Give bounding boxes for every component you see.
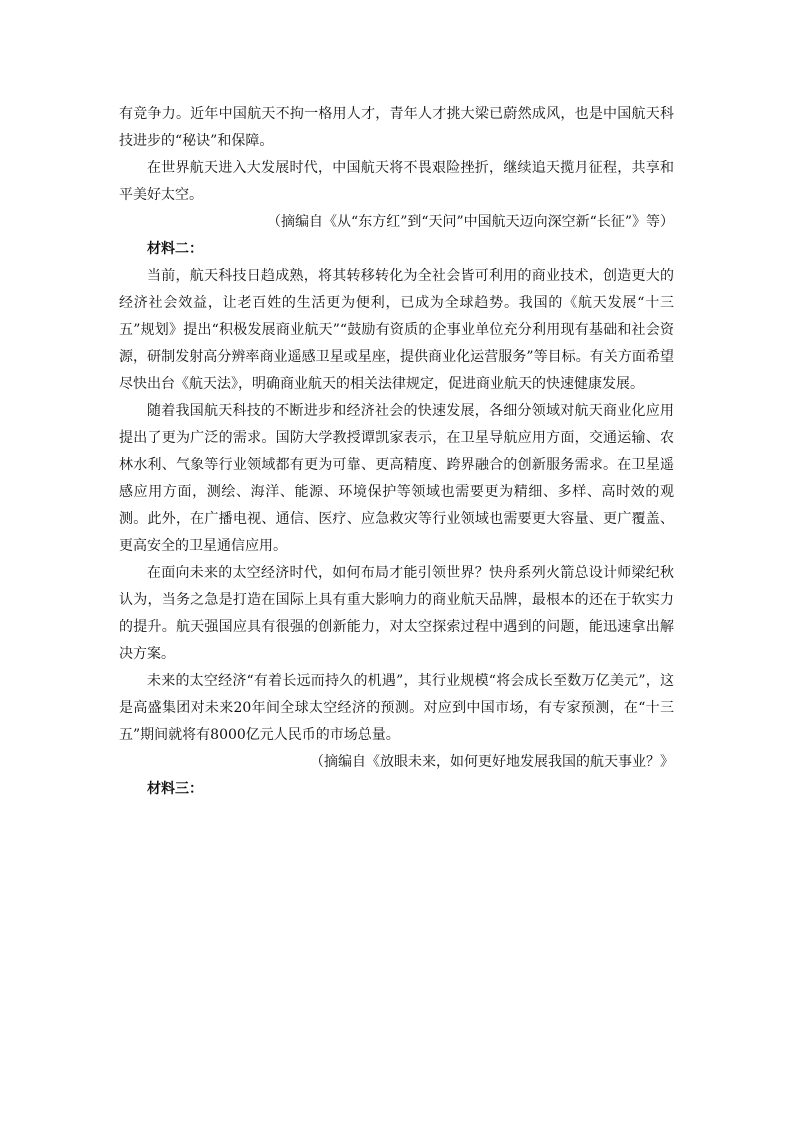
- paragraph: 随着我国航天科技的不断进步和经济社会的快速发展，各细分领域对航天商业化应用提出了更为广泛的需求。国防大学教授谭凯家表示，在卫星导航应用方面，交通运输、农林水利、气象等行业领域都有更为可靠、更高精度、跨界融合的创新服务需求。在卫星遥感应用方面，测绘、海洋、能源、环境保护等领域也需要更为精细、多样、高时效的观测。此外，在广播电视、通信、医疗、应急救灾等行业领域也需要更大容量、更广覆盖、更高安全的卫星通信应用。: [119, 403, 674, 554]
- document-body: [119, 101, 674, 803]
- section-heading: 材料二：: [147, 241, 203, 257]
- paragraph: 在世界航天进入大发展时代，中国航天将不畏艰险挫折，继续追天揽月征程，共享和平美好太空。: [119, 160, 674, 203]
- paragraph: 当前，航天科技日趋成熟，将其转移转化为全社会皆可利用的商业技术，创造更大的经济社会效益，让老百姓的生活更为便利，已成为全球趋势。我国的《航天发展“十三五”规划》提出“积极发展商业航天”“鼓励有资质的企事业单位充分利用现有基础和社会资源，研制发射高分辨率商业遥感卫星或星座，提供商业化运营服务”等目标。有关方面希望尽快出台《航天法》，明确商业航天的相关法律规定，促进商业航天的快速健康发展。: [119, 268, 674, 392]
- source-citation: （摘编自《从“东方红”到“天问”中国航天迈向深空新“长征”》等）: [267, 214, 674, 230]
- paragraph: 在面向未来的太空经济时代，如何布局才能引领世界？快舟系列火箭总设计师梁纪秋认为，当务之急是打造在国际上具有重大影响力的商业航天品牌，最根本的还在于软实力的提升。航天强国应具有很强的创新能力，对太空探索过程中遇到的问题，能迅速拿出解决方案。: [119, 565, 674, 662]
- source-citation: （摘编自《放眼未来，如何更好地发展我国的航天事业？》: [310, 754, 674, 770]
- section-heading: 材料三：: [147, 781, 203, 797]
- paragraph: 未来的太空经济“有着长远而持久的机遇”，其行业规模“将会成长至数万亿美元”，这是高盛集团对未来20年间全球太空经济的预测。对应到中国市场，有专家预测，在“十三五”期间就将有8000亿元人民币的市场总量。: [119, 673, 674, 743]
- paragraph-continued: 有竞争力。近年中国航天不拘一格用人才，青年人才挑大梁已蔚然成风，也是中国航天科技进步的“秘诀”和保障。: [119, 106, 674, 149]
